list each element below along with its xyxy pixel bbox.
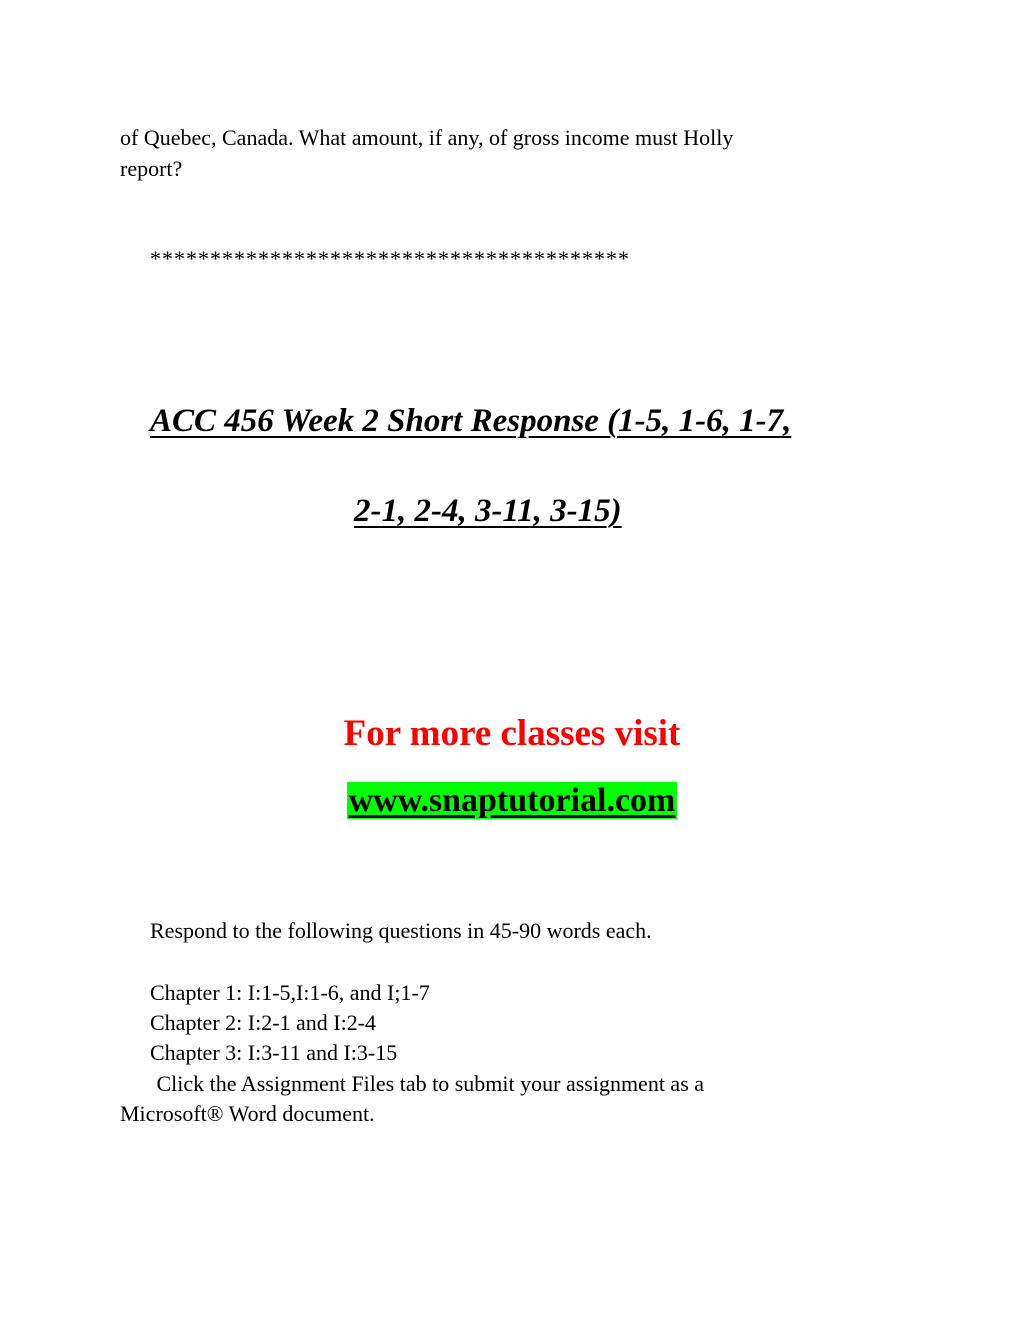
submit-instruction-line-1: Click the Assignment Files tab to submit your assignment as a: [151, 1071, 705, 1096]
intro-line-1: of Quebec, Canada. What amount, if any, of gross income must Holly: [120, 125, 734, 150]
snaptutorial-link[interactable]: www.snaptutorial.com: [348, 782, 676, 819]
chapter-1-line: Chapter 1: I:1-5,I:1-6, and I;1-7: [150, 980, 430, 1005]
asterisk-separator: ****************************************: [150, 246, 630, 271]
document-title-line-1: ACC 456 Week 2 Short Response (1-5, 1-6, 1-7,: [150, 403, 792, 439]
promo-heading: For more classes visit: [343, 713, 681, 754]
chapter-3-line: Chapter 3: I:3-11 and I:3-15: [150, 1040, 398, 1065]
intro-line-2: report?: [120, 156, 183, 181]
promo-link-wrapper: [0, 778, 1024, 824]
chapter-2-line: Chapter 2: I:2-1 and I:2-4: [150, 1010, 377, 1035]
submit-instruction-line-2: Microsoft® Word document.: [120, 1101, 375, 1126]
instructions-respond: Respond to the following questions in 45-90 words each.: [150, 918, 652, 943]
document-title-line-2: 2-1, 2-4, 3-11, 3-15): [354, 493, 622, 529]
